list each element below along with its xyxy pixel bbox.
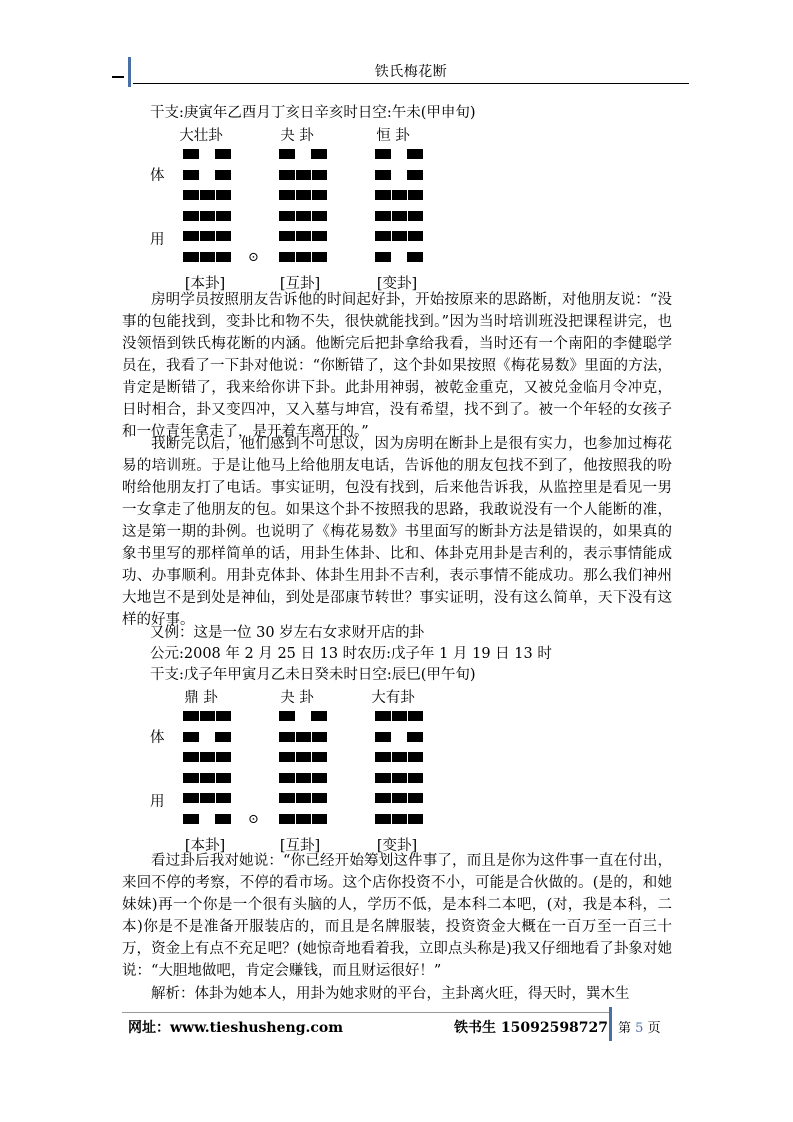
caption-ben: [本卦] [184,276,226,292]
hexagram-bian [375,149,423,262]
yang-line [375,773,423,783]
yang-line [183,773,231,783]
page-suffix: 页 [647,1021,661,1036]
yang-line [375,190,423,200]
paragraph: 看过卦后我对她说：“你已经开始筹划这件事了，而且是你为这件事一直在付出，来回不停的考察，不停的看市场。这个店你投资不小，可能是合伙做的。(是的，和她妹妹)再一个你是一个很有头脑的人，学历不低，是本科二本吧，(对，我是本科，二本)你是不是准备开服装店的，而且是名牌服装，投资资金大概在一百万至一百三十万，资金上有点不充足吧？(她惊奇地看着我，立即点头称是)我又仔细地看了卦象对她说：“大胆地做吧，肯定会赚钱，而且财运很好！” [122,853,672,979]
paragraph: 房明学员按照朋友告诉他的时间起好卦，开始按原来的思路断，对他朋友说：“没事的包能找到，变卦比和物不失，很快就能找到。”因为当时培训班没把课程讲完，也没领悟到铁氏梅花断的内涵。他断完后把卦拿给我看，当时还有一个南阳的李健聪学员在，我看了一下卦对他说：“你断错了，这个卦如果按照《梅花易数》里面的方法，肯定是断错了，我来给你讲下卦。此卦用神弱，被乾金重克，又被兑金临月令冲克，日时相合，卦又变四冲，又入墓与坤宫，没有希望，找不到了。被一个年轻的女孩子和一位青年拿走了，是开着车离开的。” [122,292,672,440]
case2-date: 公元:2008 年 2 月 25 日 13 时农历:戊子年 1 月 19 日 13 时 [150,646,552,662]
yang-line [279,793,327,803]
yang-line [279,211,327,221]
yang-line [279,252,327,262]
yang-line [279,231,327,241]
hexagram-hu [279,149,327,262]
yin-line [375,732,423,742]
yin-line [183,732,231,742]
yang-line [279,752,327,762]
hexagram-figure-1 [150,124,470,299]
hexagram-figure-2 [150,686,470,861]
page-number [618,1017,661,1036]
yin-line [183,149,231,159]
hexagram-name: 大有卦 [371,690,415,706]
yang-line [279,814,327,824]
hexagram-ben [183,149,231,262]
hexagram-name: 夬 卦 [280,690,314,706]
yin-line [375,252,423,262]
footer-url: 网址：www.tieshusheng.com [128,1020,344,1036]
header-rule [133,83,689,84]
yong-label: 用 [150,794,165,810]
yin-line [375,170,423,180]
page-num: 5 [635,1021,644,1036]
case2-ganzhi: 干支:戊子年甲寅月乙未日癸未时日空:辰巳(甲午旬) [150,667,476,683]
yang-line [375,231,423,241]
header-accent-bar [128,57,131,87]
footer-accent-bar [609,1007,612,1041]
yang-line [375,752,423,762]
case2-intro: 又例：这是一位 30 岁左右女求财开店的卦 [150,625,425,641]
yin-line [375,149,423,159]
hexagram-name: 恒 卦 [376,128,410,144]
case1-ganzhi: 干支:庚寅年乙酉月丁亥日辛亥时日空:午未(甲申旬) [150,105,476,121]
header-title: 铁氏梅花断 [374,64,448,80]
yin-line [279,711,327,721]
yang-line [183,252,231,262]
hexagram-ben [183,711,231,824]
caption-bian: [变卦] [376,838,418,854]
hexagram-name: 大壮卦 [179,128,223,144]
yin-line [183,170,231,180]
yong-label: 用 [150,232,165,248]
yang-line [375,814,423,824]
caption-bian: [变卦] [376,276,418,292]
paragraph: 解析：体卦为她本人，用卦为她求财的平台，主卦离火旺，得天时，巽木生 [151,986,630,1002]
yang-line [183,231,231,241]
hexagram-name: 鼎 卦 [184,690,218,706]
yang-line [375,793,423,803]
footer-contact: 铁书生 15092598727 [454,1020,609,1036]
yang-line [183,190,231,200]
caption-ben: [本卦] [184,838,226,854]
yang-line [279,170,327,180]
hexagram-bian [375,711,423,824]
yang-line [279,732,327,742]
moving-line-dot: ⊙ [248,812,259,827]
moving-line-dot: ⊙ [248,250,259,265]
caption-hu: [互卦] [279,276,321,292]
yang-line [279,773,327,783]
paragraph: 我断完以后，他们感到不可思议，因为房明在断卦上是很有实力，也参加过梅花易的培训班。于是让他马上给他朋友电话，告诉他的朋友包找不到了，他按照我的吩咐给他朋友打了电话。事实证明，包没有找到，后来他告诉我，从监控里是看见一男一女拿走了他朋友的包。如果这个卦不按照我的思路，我敢说没有一个人能断的准，这是第一期的卦例。也说明了《梅花易数》书里面写的断卦方法是错误的，如果真的象书里写的那样简单的话，用卦生体卦、比和、体卦克用卦是吉利的，表示事情能成功、办事顺利。用卦克体卦、体卦生用卦不吉利，表示事情不能成功。那么我们神州大地岂不是到处是神仙，到处是邵康节转世？事实证明，没有这么简单，天下没有这样的好事。 [122,436,672,628]
footer-rule [122,1012,610,1013]
page-prefix: 第 [618,1021,632,1036]
yang-line [279,190,327,200]
hexagram-name: 夬 卦 [280,128,314,144]
yang-line [375,711,423,721]
yang-line [375,211,423,221]
yang-line [183,711,231,721]
yang-line [183,793,231,803]
yin-line [183,814,231,824]
yin-line [279,149,327,159]
ti-label: 体 [150,730,165,746]
hexagram-hu [279,711,327,824]
yang-line [183,211,231,221]
ti-label: 体 [150,168,165,184]
yang-line [183,752,231,762]
header-tick-mark [112,76,124,78]
caption-hu: [互卦] [279,838,321,854]
